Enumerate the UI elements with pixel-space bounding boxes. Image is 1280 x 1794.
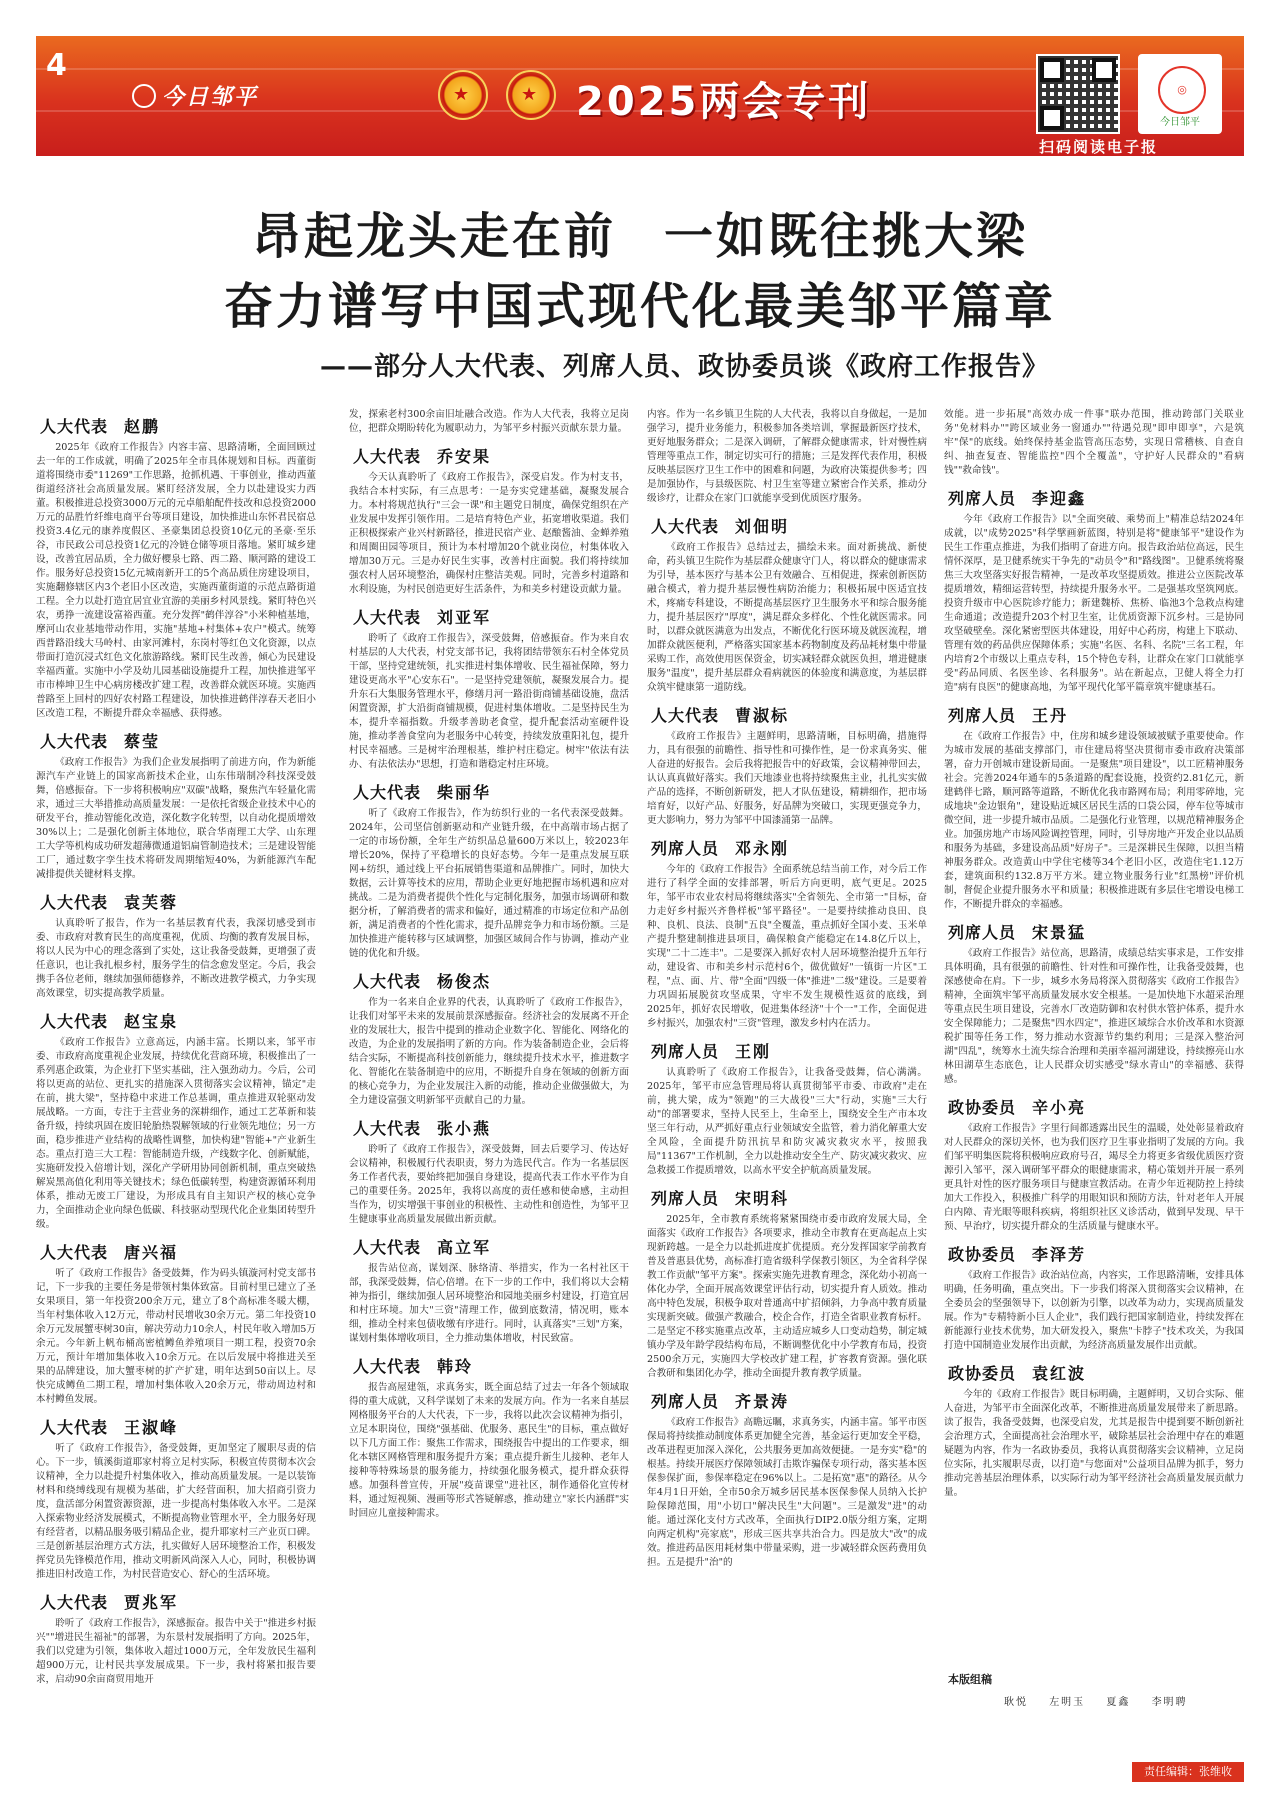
statement-text: 今天认真聆听了《政府工作报告》，深受启发。作为村支书，我结合本村实际，有三点思考：一是夯实党建基础，凝聚发展合力。本村将规范执行"三会一课"和主题党日制度，确保党组织在产业发展中发挥引领作用。二是培育特色产业，拓宽增收渠道。我们正积极探索产业兴村新路径，推进民宿产业、赵酿酱油、金蝉养殖和周圈田园等项目，预计为本村增加20个就业岗位，村集体收入增加30万元。三是办好民生实事，改善村庄面貌。我们将持续加强农村人居环境整治，确保村庄整洁美观。同时，完善乡村道路和水利设施，为村民创造更好生活条件，为和美乡村建设贡献力量。	[349, 472, 629, 595]
statement-text: 《政府工作报告》总结过去，描绘未来。面对新挑战、新使命，药头镇卫生院作为基层群众健康守门人，将以群众的健康需求为引导，基本医疗与基本公卫有效融合、互相促进，探索创新医防融合模式，着力提升基层慢性病防治能力；积极拓展中医适宜技术，疼痛专科建设，不断提高基层医疗卫生服务水平和综合服务能力，提升基层医疗"厚度"，满足群众多样化、个性化就医需求。同时，以群众就医满意为出发点，不断优化行医环境及就医流程，增加群众就医便利，严格落实国家基本药物制度及药品耗材集中带量采购工作，高效使用医保资金，切实减轻群众就医负担，增进健康服务"温度"，提升基层群众看病就医的体验度和满意度，为基层群众筑牢健康第一道防线。	[647, 542, 927, 693]
national-emblem-icon: ★	[438, 70, 488, 120]
statement-section	[944, 1242, 1244, 1353]
statement-text: 听了《政府工作报告》备受鼓舞，作为码头镇漩河村党支部书记，下一步我的主要任务是带领村集体致富。目前村里已建立了圣女果项目，第一年投资200余万元，建立了8个高标准冬暖大棚，当年村集体收入12万元，带动村民增收30余万元。第二年投资10余万元发展蟹枣树30亩，解决劳动力10余人，村民年收入增加5万余元。今年新上帆布桶高密植鳟鱼养殖项目一期工程，投资70余万元，预计年增加集体收入10余万元。在以后发展中将推进关至果的品牌建设，加大蟹枣树的扩产扩建，明年达到50亩以上。尽快完成鳟鱼二期工程，增加村集体收入20余万元，带动周边村和本村鳟鱼发展。	[36, 1268, 316, 1405]
speaker-heading	[948, 920, 1244, 943]
statement-section	[349, 780, 629, 961]
speaker-heading	[651, 1039, 927, 1062]
speaker-role: 列席人员	[948, 706, 1017, 725]
statement-section	[944, 703, 1244, 912]
speaker-role: 人大代表	[353, 447, 422, 466]
statement-text: 效能。进一步拓展"高效办成一件事"联办范围，推动跨部门关联业务"免材料办""跨区域业务一窗通办""待遇兑现"即申即享"，六是筑牢"保"的底线。始终保持基金监管高压态势，实现日常稽核、自查自纠、抽查复查、智能监控"四个全覆盖"，守护好人民群众的"看病钱""救命钱"。	[944, 409, 1244, 476]
credits-names	[944, 1693, 1244, 1708]
speaker-name: 高立军	[437, 1238, 492, 1257]
footer-bar	[36, 1766, 1244, 1784]
credit-name: 夏鑫	[1106, 1697, 1131, 1708]
speaker-heading	[651, 703, 927, 726]
speaker-name: 蔡莹	[124, 732, 161, 751]
statement-text: 2025年，全市教育系统将紧紧围绕市委市政府发展大局，全面落实《政府工作报告》各项要求，推动全市教育在更高起点上实现新跨越。一是全力以赴抓进度扩优提质。充分发挥国家学前教育普及普惠县优势，高标准打造省级科学保教引领区，为全省科学保教工作贡献"邹平方案"。探索实施先进教育理念，深化幼小初高一体化办学，全面开展高效课堂评估行动，切实提升育人质效。推动高中特色发展，积极争取对普通高中扩招倾斜，力争高中教育质量实现新突破。做强产教融合，校企合作，打造全省职业教育标杆。二是坚定不移实施重点改革，主动适应城乡人口变动趋势，制定城镇办学及年龄学段结构布局，不断调整优化中小学教育布局，投资2500余万元，实施四大学校改扩建工程，扩容教育资源。强化联合教研和集团化办学，推动全面提升教育教学质量。	[647, 1214, 927, 1379]
speaker-heading	[948, 1242, 1244, 1265]
speaker-name: 王丹	[1032, 706, 1069, 725]
headline-line-1	[36, 198, 1244, 268]
speaker-name: 韩玲	[437, 1357, 474, 1376]
statement-section	[647, 836, 927, 1031]
speaker-role: 人大代表	[40, 732, 109, 751]
speaker-name: 贾兆军	[124, 1593, 179, 1612]
statement-section	[647, 703, 927, 828]
statement-section	[944, 1095, 1244, 1234]
speaker-name: 李泽芳	[1032, 1245, 1087, 1264]
statement-section	[36, 1009, 316, 1232]
speaker-role: 人大代表	[651, 517, 720, 536]
speaker-role: 人大代表	[353, 1238, 422, 1257]
credits-box	[944, 1671, 1244, 1708]
statement-section	[349, 969, 629, 1108]
speaker-heading	[40, 1009, 316, 1032]
speaker-name: 王刚	[735, 1042, 772, 1061]
speaker-role: 列席人员	[651, 1392, 720, 1411]
speaker-heading	[40, 414, 316, 437]
speaker-heading	[353, 780, 629, 803]
speaker-heading	[40, 1240, 316, 1263]
speaker-name: 赵鹏	[124, 417, 161, 436]
statement-section	[349, 1235, 629, 1346]
statement-text: 2025年《政府工作报告》内容丰富、思路清晰，全面回顾过去一年的工作成就，明确了2025年全市具体规划和目标。西董街道将围绕市委"11269"工作思路，抢抓机遇、干事创业，推动西董街道经济社会高质量发展。紧盯经济发展，全力以赴建设实力西董。积极推进总投资3000万元的元卓船舶配件技改和总投资2000万元的品胜竹纤维电商平台等项目建设，加快推进山东怀君民宿总投资3.4亿元的康养度假区、圣豪集团总投资10亿元的圣豪·至乐谷，市民政公司总投资1亿元的冷链仓储等项目落地。紧盯城乡建设，改善宜居品质，全力做好樱泉七路、西二路、顺河路的建设工作。服务好总投资15亿元城南新开工的5个高品质住房建设项目，实施翻修辖区内3个老旧小区改造，实施西董街道的示范点路街道工程。全力以赴打造宜居宜业宜游的美丽乡村风景线。紧盯特色兴农，勇挣一流建设富裕西董。充分发挥"鹤伴淳谷"小米种植基地，摩河山农业基地带动作用，实施"基地+村集体+农户"模式。统筹西普路沿线大马岭村、由家河滩村，东岗村等红色文化资源，以点带面打造沉浸式红色文化旅游路线。紧盯民生改善，倾心为民建设幸福西董。实施中小学及幼儿园基础设施提升工程，加快推进邹平市市棒坤卫生中心病房楼改扩建工程，改善群众就医环境。实施西普路至上回村的四好农村路工程建设，加快推进鹤伴淳春天老旧小区改造工程，不断提升群众幸福感、获得感。	[36, 442, 316, 719]
subheadline: ——部分人大代表、列席人员、政协委员谈《政府工作报告》	[320, 352, 1050, 382]
speaker-heading	[353, 1116, 629, 1139]
statement-text: 聆听了《政府工作报告》，深受鼓舞，倍感振奋。作为来自农村基层的人大代表，村党支部书记，我将团结带领东石村全体党员干部，坚持党建统领，扎实推进村集体增收、民生福祉保障，努力建设更高水平"心安东石"。一是坚持党建领航，凝聚发展合力。提升东石大集服务管理水平，修缮月河一路沿街商铺基础设施，盘活闲置资源，扩大沿街商铺规模，促进村集体增收。二是坚持民生为本，提升幸福指数。升级孝善助老食堂，提升配套活动室硬件设施，推动孝善食堂向为老服务中心转变，持续发放重阳礼包，提升村民幸福感。三是树牢治理根基，维护村庄稳定。树牢"依法有法办、有法依法办"思想，打造和谐稳定村庄环境。	[349, 633, 629, 770]
statement-section	[647, 1389, 927, 1570]
speaker-role: 政协委员	[948, 1364, 1017, 1383]
statement-text: 《政府工作报告》主题鲜明，思路清晰，目标明确，措施得力，具有很强的前瞻性、指导性和可操作性，是一份求真务实、催人奋进的好报告。会后我将把报告中的好政策，会议精神带回去，认认真真做好落实。我们天地漆业也将持续聚焦主业，扎扎实实做产品的选择，不断创新研发，把人才队伍建设，精耕细作，把市场培育好，以好产品、好服务，好品牌为突破口，实现更强竞争力，更大影响力，努力为邹平中国漆涌第一品牌。	[647, 731, 927, 826]
speaker-role: 人大代表	[40, 1243, 109, 1262]
speaker-role: 人大代表	[353, 608, 422, 627]
statement-section	[349, 408, 629, 436]
column-2	[349, 408, 629, 1766]
speaker-name: 宋明科	[735, 1189, 790, 1208]
speaker-role: 人大代表	[353, 1357, 422, 1376]
page-number: 4	[46, 48, 67, 83]
statement-text: 作为一名来自企业界的代表，认真聆听了《政府工作报告》，让我们对邹平未来的发展前景深感振奋。经济社会的发展离不开企业的发展壮大，报告中提到的推动企业数字化、智能化、网络化的改造，为企业的发展指明了新的方向。作为装备制造企业，会后将结合实际，不断提高科技创新能力，继续提升技术水平，推进数字化、智能化在装备制造中的应用，不断提升自身在领域的创新方面的核心竞争力，为企业发展注入新的动能，推动企业做强做大，为全力建设富强文明新邹平贡献自己的力量。	[349, 997, 629, 1106]
speaker-heading	[651, 514, 927, 537]
speaker-heading	[651, 1389, 927, 1412]
speaker-name: 刘亚军	[437, 608, 492, 627]
statement-text: 发，探索老村300余亩旧址融合改造。作为人大代表，我将立足岗位，把群众期盼转化为履职动力，为邹平乡村振兴贡献东景力量。	[349, 409, 629, 434]
speaker-role: 人大代表	[651, 706, 720, 725]
statement-text: 报告站位高，谋划深、脉络清、举措实，作为一名村社区干部，我深受鼓舞，信心倍增。在下一步的工作中，我们将以大会精神为指引，继续加强人居环境整治和园地美丽乡村建设，打造宜居和村庄环境。加大"三资"清理工作，做到底数清，情况明，账本细，推动全村来包债收缴有序进行。同时，认真落实"三划"方案，谋划村集体增收项目，全力推动集体增收，村民致富。	[349, 1263, 629, 1344]
statement-text: 聆听了《政府工作报告》，深受鼓舞，回去后要学习、传达好会议精神，积极履行代表职责，努力为选民代言。作为一名基层医务工作者代表，要始终把加强自身建设，提高代表工作水平作为自己的重要任务。2025年，我将以高度的责任感和使命感，主动担当作为，切实增强干事创业的积极性、主动性和创造性，为邹平卫生健康事业高质量发展做出新贡献。	[349, 1144, 629, 1225]
speaker-name: 刘佃明	[735, 517, 790, 536]
article-body	[36, 408, 1244, 1766]
speaker-heading	[353, 1235, 629, 1258]
statement-section	[647, 1186, 927, 1381]
speaker-name: 曹淑标	[735, 706, 790, 725]
statement-text: 报告高屋建瓴，求真务实，既全面总结了过去一年各个领域取得的重大成就，又科学谋划了未来的发展方向。作为一名来自基层网格服务平台的人大代表，下一步，我将以此次会议精神为指引，立足本职岗位，围绕"强基础、优服务、惠民生"的目标，重点做好以下几方面工作：聚焦工作需求，围绕报告中提出的工作要求，细化本辖区网格管理和服务提升方案；重点提升新生儿接种、老年人接种等特殊场景的服务能力，持续强化服务模式，提升群众获得感。加强科普宣传，开展"疫苗课堂"进社区，制作通俗化宣传材料，通过短视频、漫画等形式答疑解惑，推动建立"家长内涵群"实时回应儿童接种需求。	[349, 1382, 629, 1519]
masthead	[36, 36, 1244, 156]
speaker-role: 人大代表	[40, 1012, 109, 1031]
speaker-name: 乔安果	[437, 447, 492, 466]
statement-text: 聆听了《政府工作报告》，深感振奋。报告中关于"推进乡村振兴""增进民生福祉"的部署，为东景村发展指明了方向。2025年，我们以党建为引领，集体收入超过1000万元，全年发放民生福利超900万元，让村民共享发展成果。下一步，我村将紧扣报告要求，启动90余亩商贸用地开	[36, 1618, 316, 1685]
speaker-role: 人大代表	[40, 417, 109, 436]
speaker-role: 人大代表	[40, 893, 109, 912]
statement-text: 《政府工作报告》高瞻远瞩，求真务实，内涵丰富。邹平市医保局将持续推动制度体系更加健全完善，基金运行更加安全平稳，改革进程更加深入深化，公共服务更加高效便捷。一是夯实"稳"的根基。持续开展医疗保障领域打击欺诈骗保专项行动，落实基本医保参保扩面，参保率稳定在96%以上。二是拓宽"惠"的路径。从今年4月1日开始，全市50余万城乡居民基本医保参保人员纳入长护险保障范围，用"小切口"解决民生"大问题"。三是激发"进"的动能。通过深化支付方式改革，全面执行DIP2.0版分组方案，定期向两定机构"亮家底"，形成三医共享共治合力。四是放大"改"的成效。推进药品医用耗材集中带量采购，进一步减轻群众医药费用负担。五是提升"治"的	[647, 1417, 927, 1568]
speaker-heading	[948, 486, 1244, 509]
speaker-role: 政协委员	[948, 1098, 1017, 1117]
speaker-name: 辛小亮	[1032, 1098, 1087, 1117]
speaker-role: 列席人员	[948, 489, 1017, 508]
statement-text: 《政府工作报告》字里行间都透露出民生的温暖，处处彰显着政府对人民群众的深切关怀，也为我们医疗卫生事业指明了发展的方向。我们邹平明集医院将积极响应政府号召，竭尽全力将更多省级优质医疗资源引入邹平，深入调研邹平群众的眼健康需求，精心策划并开展一系列更具针对性的医疗服务项目与健康宣教活动。在青少年近视防控上持续加大工作投入，积极推广科学的用眼知识和预防方法，针对老年人开展白内障、青光眼等眼科疾病，将组织社区义诊活动，做到早发现、早干预、早治疗，切实提升群众的生活质量与健康水平。	[944, 1123, 1244, 1232]
statement-section	[944, 920, 1244, 1087]
speaker-heading	[40, 1590, 316, 1613]
statement-section	[944, 408, 1244, 478]
speaker-name: 宋景猛	[1032, 923, 1087, 942]
credits-title: 本版组稿	[948, 1673, 992, 1686]
speaker-role: 人大代表	[353, 972, 422, 991]
speaker-name: 邓永刚	[735, 839, 790, 858]
headline-part-a: 昂起龙头走在前	[251, 208, 616, 265]
scan-read-label: 扫码阅读电子报	[1039, 138, 1159, 156]
column-1	[36, 408, 316, 1766]
statement-text: 认真聆听了报告，作为一名基层教育代表，我深切感受到市委、市政府对教育民生的高度重视，优质、均衡的教育发展目标，将以人民为中心的理念落到了实处，这让我备受鼓舞，更增强了责任意识，也让我扎根乡村，服务学生的信念愈发坚定。今后，我会携手各位老师，继续加强师德修养，不断改进教学模式，力争实现高效课堂，切实提高教学质量。	[36, 918, 316, 999]
speaker-role: 人大代表	[353, 1119, 422, 1138]
speaker-name: 袁红波	[1032, 1364, 1087, 1383]
statement-section	[36, 1415, 316, 1582]
statement-section	[349, 1354, 629, 1521]
statement-text: 《政府工作报告》为我们企业发展指明了前进方向，作为新能源汽车产业链上的国家高新技术企业，山东伟瑞制冷科技深受鼓舞，倍感振奋。下一步将积极响应"双碳"战略，聚焦汽车轻量化需求，通过三大举措推动高质量发展：一是依托省级企业技术中心的研发平台，推动智能化改造，深化数字化转型，以自动化提质增效30%以上；二是强化创新主体地位，联合华南理工大学、山东理工大学等机构成功研发超薄微通道铝扁管制造技术；三是建设智能工厂，通过数字孪生技术将研发周期缩短40%，为新能源汽车配减排提供关键材料支撑。	[36, 757, 316, 880]
statement-text: 《政府工作报告》立意高远，内涵丰富。长期以来，邹平市委、市政府高度重视企业发展，持续优化营商环境，积极推出了一系列惠企政策，为企业打下坚实基础，注入强劲动力。今后，公司将以更高的站位、更扎实的措施深入贯彻落实会议精神，锚定"走在前，挑大梁"，坚持稳中求进工作总基调，重点推进双轮驱动发展战略。一方面，专注于主营业务的深耕细作，通过工艺革新和装备升级，持续巩固在废旧轮胎热裂解领域的行业领先地位；另一方面，稳步推进产业结构的战略性调整，加快构建"智能+"产业新生态。重点打造三大工程：智能制造升级，产线数字化、创新赋能，实施研发投入倍增计划，深化产学研用协同创新机制，重点突破热解炭黑高值化利用等关键技术；绿色低碳转型，构建资源循环利用体系，推动无废工厂建设，为形成具有自主知识产权的核心竞争力，全面推动企业向绿色低碳、科技驱动型现代化企业集团转型升级。	[36, 1037, 316, 1230]
paper-logo	[132, 80, 258, 111]
speaker-heading	[40, 890, 316, 913]
app-qr-code[interactable]	[1138, 54, 1222, 134]
speaker-role: 列席人员	[651, 1189, 720, 1208]
speaker-name: 唐兴福	[124, 1243, 179, 1262]
speaker-role: 政协委员	[948, 1245, 1017, 1264]
speaker-heading	[948, 1095, 1244, 1118]
statement-text: 《政府工作报告》站位高，思路清，成绩总结实事求是，工作安排具体明确，具有很强的前瞻性、针对性和可操作性，让我备受鼓舞，也深感使命在肩。下一步，城乡水务局将深入贯彻落实《政府工作报告》精神，全面筑牢邹平高质量发展水安全根基。一是加快地下水超采治理等重点民生项目建设，完善水厂改造防御和农村供水管护体系，提升水安全保障能力；二是聚焦"四水四定"，推进区域综合水价改革和水资源税扩围等任务工作，努力推动水资源节约集约利用；三是深入整治河湖"四乱"，统筹水土流失综合治理和美丽幸福河湖建设，持续擦亮山水林田湖草生态底色，让人民群众切实感受"绿水青山"的幸福感、获得感。	[944, 948, 1244, 1085]
speaker-name: 王淑峰	[124, 1418, 179, 1437]
speaker-role: 人大代表	[353, 783, 422, 802]
cppcc-emblem-icon: ★	[506, 70, 556, 120]
credit-name: 耿悦	[1004, 1697, 1028, 1708]
speaker-role: 列席人员	[651, 1042, 720, 1061]
statement-section	[647, 1039, 927, 1178]
statement-text: 听了《政府工作报告》，作为纺织行业的一名代表深受鼓舞。2024年，公司坚信创新驱动和产业链升级，在中高端市场占据了一定的市场份额，全年生产纺织品总量600万米以上，较2023年增长20%，保持了平稳增长的良好态势。今年一是重点发展互联网+纺织，通过线上平台拓展销售渠道和品牌推广。同时，加快大数据，云计算等技术的应用，帮助企业更好地把握市场机遇和应对挑战。二是为消费者提供个性化与定制化服务，加强市场调研和数据分析，了解消费者的需求和偏好，通过精准的市场定位和产品创新，满足消费者的个性化需求，提升品牌竞争力和市场份额。三是加快推进产能转移与区域调整，加强区域间合作与协调，推动产业链的优化和升级。	[349, 808, 629, 959]
column-3	[647, 408, 927, 1766]
speaker-name: 张小燕	[437, 1119, 492, 1138]
speaker-name: 李迎鑫	[1032, 489, 1087, 508]
statement-text: 认真聆听了《政府工作报告》，让我备受鼓舞，信心满满。2025年，邹平市应急管理局将认真贯彻邹平市委、市政府"走在前，挑大梁，成为"领跑"的三大战役"三大"行动，实施"三大行动"的部署要求，坚持人民至上，生命至上，围绕安全生产市本攻坚三年行动，从严抓好重点行业领域安全监管，着力消化解重大安全风险，全面提升防汛抗旱和防灾减灾救灾水平，按照我局"11367"工作机制，全力以赴推动安全生产、防灾减灾救灾、应急救援工作提质增效，以高水平安全护航高质量发展。	[647, 1067, 927, 1176]
speaker-role: 列席人员	[651, 839, 720, 858]
speaker-role: 人大代表	[40, 1418, 109, 1437]
speaker-heading	[40, 729, 316, 752]
speaker-heading	[353, 444, 629, 467]
statement-section	[36, 414, 316, 721]
statement-section	[647, 514, 927, 695]
speaker-heading	[948, 703, 1244, 726]
statement-section	[944, 486, 1244, 695]
statement-text: 听了《政府工作报告》，备受鼓舞，更加坚定了履职尽责的信心。下一步，镇溪街道耶家村将立足村实际，积极宣传贯彻本次会议精神，全力以赴提升村集体收入，推动高质量发展。一是以装饰材料和绕缚线现有规模为基础，扩大经营面积，加大招商引资力度，盘活部分闲置资源资源，进一步提高村集体收入水平。二是深入探索物业经济发展模式，不断提高物业管理水平，全力服务好现有经营者，以精品服务吸引精品企业，提升耶家村三产业页口碑。三是创新基层治理方式方法，扎实做好人居环境整治工作，积极发挥党员先锋模范作用，推动文明新风尚深入人心，同时，积极协调推进旧村改造工作，为村民营造安心、舒心的生活环境。	[36, 1443, 316, 1580]
responsible-editor: 责任编辑：张维收	[1132, 1762, 1244, 1782]
speaker-heading	[40, 1415, 316, 1438]
speaker-name: 柴丽华	[437, 783, 492, 802]
paper-logo-icon	[132, 84, 156, 108]
speaker-heading	[651, 836, 927, 859]
statement-text: 今年的《政府工作报告》既目标明确，主题鲜明，又切合实际、催人奋进，为邹平市全面深化改革，不断推进高质量发展带来了新思路。读了报告，我备受鼓舞，也深受启发，尤其是报告中提到要不断创新社会治理方式，全面提高社会治理水平，破除基层社会治理中存在的难题疑题为内容，作为一名政协委员，我将认真贯彻落实会议精神，立足岗位实际，扎实履职尽责，以打造"与您面对"公益项目品牌为抓手，努力推动完善基层治理体系，以实际行动为邹平经济社会高质量发展贡献力量。	[944, 1389, 1244, 1498]
headline-line-2: 奋力谱写中国式现代化最美邹平篇章	[223, 278, 1056, 335]
credit-name: 左明玉	[1049, 1697, 1086, 1708]
statement-text: 《政府工作报告》政治站位高，内容实，工作思路清晰，安排具体明确，任务明确，重点突出。下一步我们将深入贯彻落实会议精神，在全委员会的坚强领导下，以创新为引擎，以改革为动力，实现高质量发展。作为"专精特新小巨人企业"，我们践行把国家制造业，持续发挥在新能源行业技术优势，加大研发投入，聚焦"卡脖子"技术攻关，为我国打造中国制造业发展作出贡献，为经济高质量发展作出贡献。	[944, 1270, 1244, 1351]
special-edition-title: 2025两会专刊	[576, 79, 872, 125]
speaker-name: 袁芙蓉	[124, 893, 179, 912]
statement-text: 内容。作为一名乡镇卫生院的人大代表，我将以自身做起，一是加强学习，提升业务能力，积极参加各类培训，掌握最新医疗技术，更好地服务群众；二是深入调研，了解群众健康需求，针对慢性病管理等重点工作，制定切实可行的措施；三是发挥代表作用，积极反映基层医疗卫生工作中的困难和问题，为政府决策提供参考；四是加强协作，与县级医院、村卫生室等建立紧密合作关系，推动分级诊疗，让群众在家门口就能享受到优质医疗服务。	[647, 409, 927, 504]
app-logo-icon: ◎	[1158, 66, 1206, 114]
statement-section	[36, 890, 316, 1001]
speaker-heading	[353, 605, 629, 628]
statement-section	[944, 1361, 1244, 1500]
qr-code-icon[interactable]	[1036, 54, 1120, 134]
speaker-role: 人大代表	[40, 1593, 109, 1612]
statement-section	[349, 1116, 629, 1227]
speaker-heading	[353, 1354, 629, 1377]
column-4	[944, 408, 1244, 1766]
speaker-heading	[353, 969, 629, 992]
statement-text: 在《政府工作报告》中，住房和城乡建设领域被赋予重要使命。作为城市发展的基础支撑部门，市住建局将坚决贯彻市委市政府决策部署，奋力开创城市建设新局面。一是聚焦"项目建设"，以工匠精神服务社会。完善2024年通车的5条道路的配套设施，投资约2.81亿元，新建鹤伴七路，顺河路等道路，不断优化我市路网布局；利用零碎地，完成地块"金边银角"，建设贴近城区居民生活的口袋公园，停车位等城市微空间，进一步提升城市品质。二是强化行业管理，以规范精神服务企业。加强房地产市场风险调控管理，同时，引导房地产开发企业以品质和服务为基础，多建设高品质"好房子"。三是深耕民生保障，以担当精神服务群众。改造黄山中学住宅楼等34个老旧小区，改造住宅1.12万套，建筑面积约132.8万平方米。建立物业服务行业"红黑榜"评价机制，督促企业提升服务水平和质量；积极推进既有多层住宅增设电梯工作，不断提升群众的幸福感。	[944, 731, 1244, 910]
statement-section	[349, 605, 629, 772]
speaker-heading	[651, 1186, 927, 1209]
statement-text: 今年的《政府工作报告》全面系统总结当前工作，对今后工作进行了科学全面的安排部署，听后方向更明，底气更足。2025年，邹平市农业农村局将继续落实"全省领先、全市第一"目标，奋力走好乡村振兴齐鲁样板"邹平路径"。一是要持续推动良田、良种、良机、良法、良制"五良"全覆盖，重点抓好全国小麦、玉米单产提升整建制推进县项目，确保粮食产能稳定在14.8亿斤以上，实现"二十二连丰"。二是要深入抓好农村人居环境整治提升五年行动，建设省、市和美乡村示范村6个，做优做好"一镇街一片区"工程，"点、面、片、带"全面"四级一体"推进"二级"建设。三是要着力巩固拓展脱贫攻坚成果，守牢不发生规模性返贫的底线，到2025年，抓好农民增收，促进集体经济"十个一"工作，全面促进乡村振兴，加强农村"三资"管理，激发乡村内在活力。	[647, 864, 927, 1029]
speaker-role: 列席人员	[948, 923, 1017, 942]
statement-section	[36, 1590, 316, 1687]
paper-name: 今日邹平	[162, 84, 259, 110]
speaker-name: 赵宝泉	[124, 1012, 179, 1031]
statement-section	[349, 444, 629, 597]
statement-text: 今年《政府工作报告》以"全面突破、乘势而上"精准总结2024年成就，以"成势2025"科学擘画新蓝图，特别是将"健康邹平"建设作为民生工作重点推进，为我们指明了奋进方向。报告政治站位高远，民生情怀深厚，是卫健系统实干争先的"动员令"和"路线图"。卫健系统将聚焦三大攻坚落实好报告精神，一是改革攻坚提质效。推进公立医院改革提质增效，精细运营转型，持续提升服务水平。二是强基攻坚筑网底。投资升级市中心医院诊疗能力；新建魏桥、焦桥、临池3个急救点构建生命通道；改造提升203个村卫生室，让优质资源下沉乡村。三是协同攻坚破壁垒。深化紧密型医共体建设，用好中心药房，构建上下联动、管理有效的药品供应保障体系；实施"名医、名科、名院"三名工程，年内培育2个市级以上重点专科，15个特色专科，让群众在家门口就能享受"药品同质、名医坐诊、名科服务"。站在新起点，卫健人将全力打造"病有良医"的健康高地，为邹平现代化邹平篇章筑牢健康基石。	[944, 514, 1244, 693]
credit-name: 李明聘	[1151, 1697, 1188, 1708]
app-name: 今日邹平	[1160, 117, 1200, 128]
speaker-name: 杨俊杰	[437, 972, 492, 991]
statement-section	[36, 1240, 316, 1407]
speaker-name: 齐景涛	[735, 1392, 790, 1411]
statement-section	[36, 729, 316, 882]
speaker-heading	[948, 1361, 1244, 1384]
headline-part-b: 一如既往挑大梁	[664, 208, 1029, 265]
statement-section	[647, 408, 927, 506]
